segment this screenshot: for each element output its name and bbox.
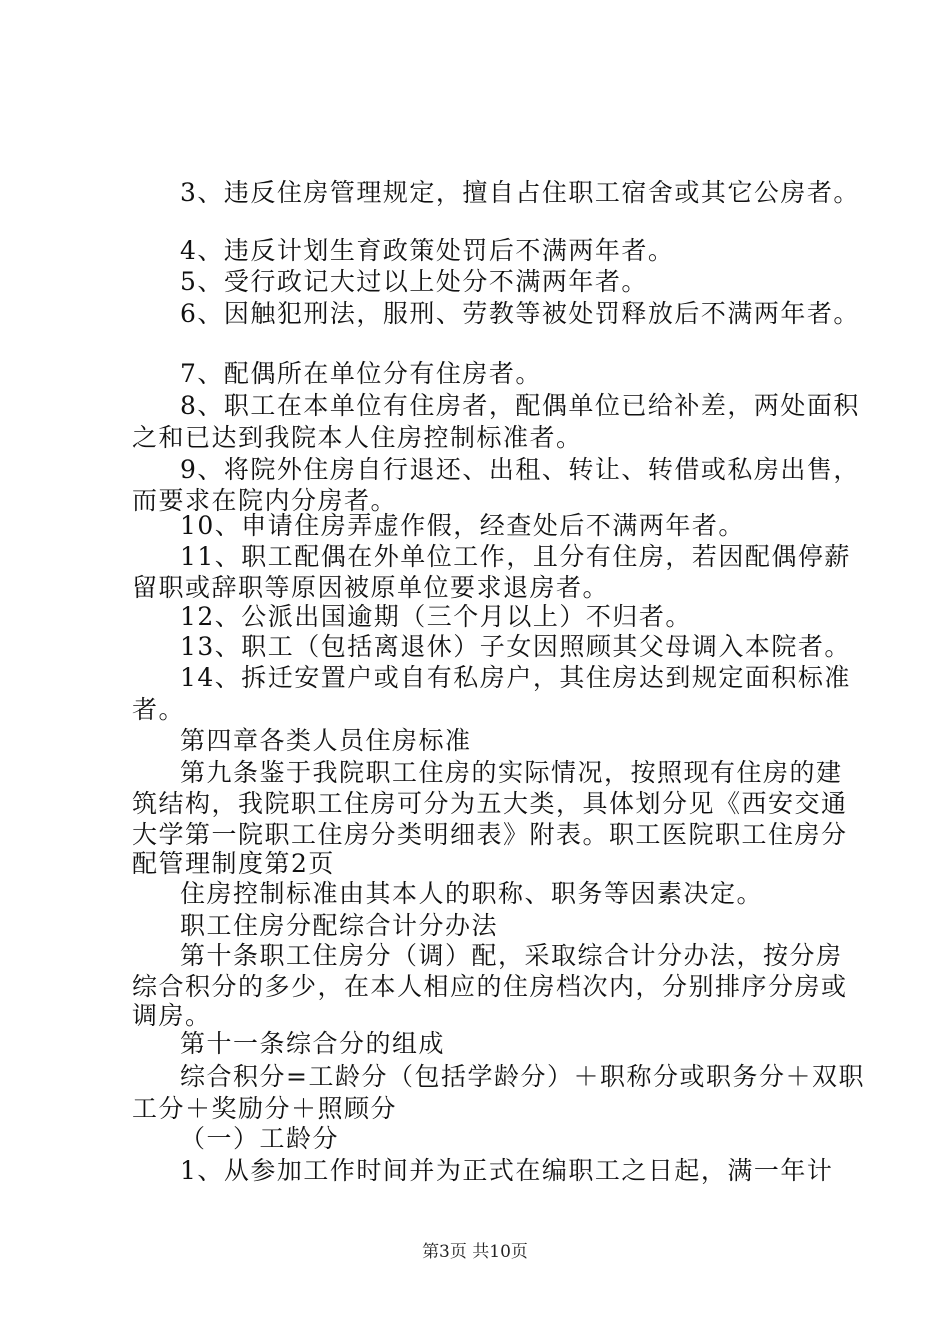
list-item: 12、公派出国逾期（三个月以上）不归者。 xyxy=(180,602,692,631)
section-heading: （一）工龄分 xyxy=(180,1124,340,1153)
list-item: 14、拆迁安置户或自有私房户，其住房达到规定面积标准 xyxy=(180,663,851,692)
paragraph-line: 配管理制度第2页 xyxy=(132,849,335,878)
paragraph-line: 综合积分的多少，在本人相应的住房档次内，分别排序分房或 xyxy=(132,972,848,1001)
paragraph-line: 1、从参加工作时间并为正式在编职工之日起，满一年计 xyxy=(180,1156,834,1185)
paragraph-line: 工分＋奖励分＋照顾分 xyxy=(132,1094,398,1123)
list-item: 之和已达到我院本人住房控制标准者。 xyxy=(132,423,583,452)
list-item: 而要求在院内分房者。 xyxy=(132,486,398,515)
section-heading: 第四章各类人员住房标准 xyxy=(180,726,472,755)
list-item: 8、职工在本单位有住房者，配偶单位已给补差，两处面积 xyxy=(180,391,860,420)
list-item: 3、违反住房管理规定，擅自占住职工宿舍或其它公房者。 xyxy=(180,178,860,207)
paragraph-line: 调房。 xyxy=(132,1001,212,1030)
paragraph-line: 第十条职工住房分（调）配，采取综合计分办法，按分房 xyxy=(180,941,843,970)
paragraph-line: 住房控制标准由其本人的职称、职务等因素决定。 xyxy=(180,879,764,908)
section-heading: 职工住房分配综合计分办法 xyxy=(180,911,499,940)
paragraph-line: 综合积分=工龄分（包括学龄分）＋职称分或职务分＋双职 xyxy=(180,1062,865,1091)
list-item: 4、违反计划生育政策处罚后不满两年者。 xyxy=(180,236,675,265)
list-item: 10、申请住房弄虚作假，经查处后不满两年者。 xyxy=(180,511,745,540)
paragraph-line: 筑结构，我院职工住房可分为五大类，具体划分见《西安交通 xyxy=(132,789,848,818)
list-item: 7、配偶所在单位分有住房者。 xyxy=(180,359,542,388)
list-item: 6、因触犯刑法，服刑、劳教等被处罚释放后不满两年者。 xyxy=(180,299,860,328)
list-item: 者。 xyxy=(132,695,186,724)
list-item: 13、职工（包括离退休）子女因照顾其父母调入本院者。 xyxy=(180,632,851,661)
list-item: 9、将院外住房自行退还、出租、转让、转借或私房出售， xyxy=(180,455,860,484)
paragraph-line: 大学第一院职工住房分类明细表》附表。职工医院职工住房分 xyxy=(132,820,848,849)
list-item: 11、职工配偶在外单位工作，且分有住房，若因配偶停薪 xyxy=(180,542,851,571)
section-heading: 第十一条综合分的组成 xyxy=(180,1029,446,1058)
page-number: 第3页 共10页 xyxy=(422,1242,528,1262)
list-item: 5、受行政记大过以上处分不满两年者。 xyxy=(180,267,648,296)
paragraph-line: 第九条鉴于我院职工住房的实际情况，按照现有住房的建 xyxy=(180,758,843,787)
list-item: 留职或辞职等原因被原单位要求退房者。 xyxy=(132,573,610,602)
